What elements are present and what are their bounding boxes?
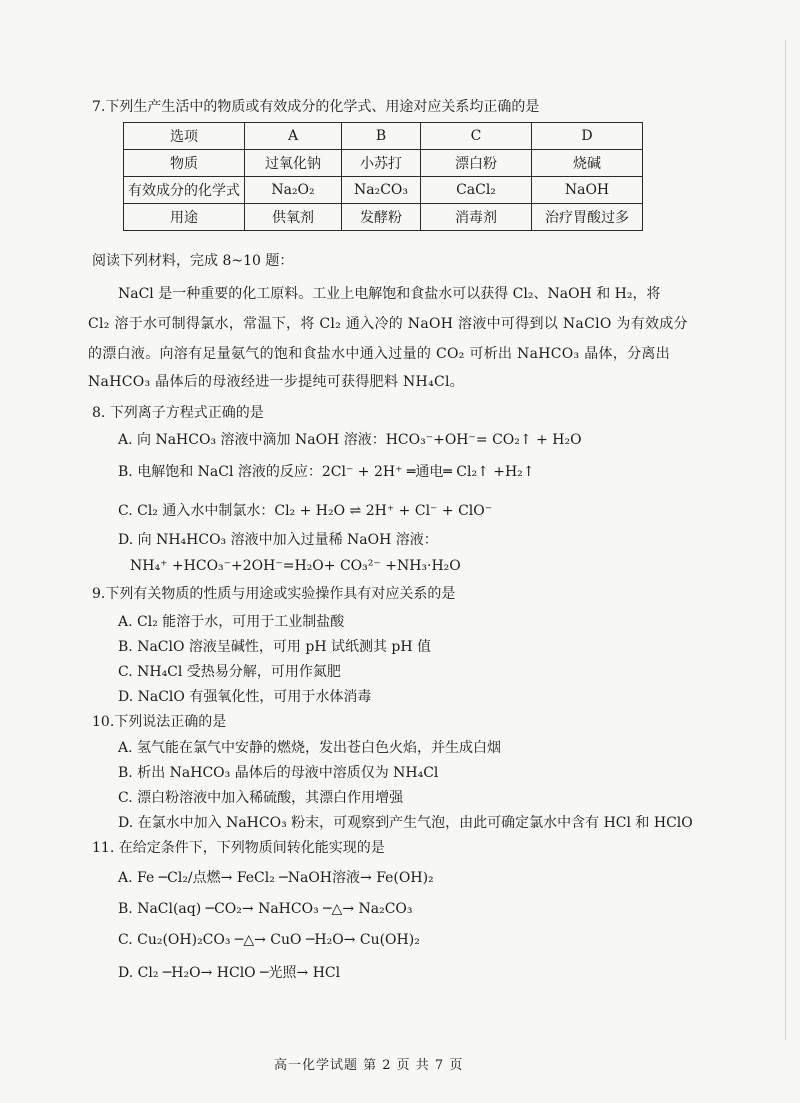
table-cell: 过氧化钠 xyxy=(245,150,342,177)
q11-option-c: C. Cu₂(OH)₂CO₃ ─△→ CuO ─H₂O→ Cu(OH)₂ xyxy=(118,932,420,948)
table-cell: 有效成分的化学式 xyxy=(124,177,245,204)
reading-line: NaCl 是一种重要的化工原料。工业上电解饱和食盐水可以获得 Cl₂、NaOH 和 H₂，将 xyxy=(118,286,661,302)
q10-option-c: C. 漂白粉溶液中加入稀硫酸，其漂白作用增强 xyxy=(118,790,404,806)
page-footer: 高一化学试题 第 2 页 共 7 页 xyxy=(274,1058,464,1073)
table-row xyxy=(124,204,643,231)
q10-option-b: B. 析出 NaHCO₃ 晶体后的母液中溶质仅为 NH₄Cl xyxy=(118,765,439,781)
q8-option-c: C. Cl₂ 通入水中制氯水：Cl₂ + H₂O ⇌ 2H⁺ + Cl⁻ + ClO⁻ xyxy=(118,503,493,519)
q8-stem: 8. 下列离子方程式正确的是 xyxy=(92,405,264,421)
table-cell: 物质 xyxy=(124,150,245,177)
table-row xyxy=(124,177,643,204)
q11-option-b: B. NaCl(aq) ─CO₂→ NaHCO₃ ─△→ Na₂CO₃ xyxy=(118,901,413,917)
table-cell: C xyxy=(421,123,532,150)
q7-stem: 7.下列生产生活中的物质或有效成分的化学式、用途对应关系均正确的是 xyxy=(92,99,540,115)
table-cell: Na₂O₂ xyxy=(245,177,342,204)
q11-option-a: A. Fe ─Cl₂/点燃→ FeCl₂ ─NaOH溶液→ Fe(OH)₂ xyxy=(118,870,434,886)
table-cell: 治疗胃酸过多 xyxy=(532,204,643,231)
q8-option-d: D. 向 NH₄HCO₃ 溶液中加入过量稀 NaOH 溶液： xyxy=(118,532,438,548)
q8-option-b: B. 电解饱和 NaCl 溶液的反应：2Cl⁻ + 2H⁺ ═通电═ Cl₂↑ +H₂↑ xyxy=(118,464,535,480)
table-cell: Na₂CO₃ xyxy=(342,177,421,204)
table-cell: CaCl₂ xyxy=(421,177,532,204)
q9-option-c: C. NH₄Cl 受热易分解，可用作氮肥 xyxy=(118,664,341,680)
q8-option-d-equation: NH₄⁺ +HCO₃⁻+2OH⁻=H₂O+ CO₃²⁻ +NH₃·H₂O xyxy=(130,558,461,574)
table-cell: 供氧剂 xyxy=(245,204,342,231)
q11-stem: 11. 在给定条件下，下列物质间转化能实现的是 xyxy=(92,840,385,856)
q10-stem: 10.下列说法正确的是 xyxy=(92,714,227,730)
reading-line: Cl₂ 溶于水可制得氯水，常温下，将 Cl₂ 通入冷的 NaOH 溶液中可得到以 NaClO 为有效成分 xyxy=(88,316,688,332)
reading-intro: 阅读下列材料，完成 8~10 题： xyxy=(92,253,294,269)
table-cell: 小苏打 xyxy=(342,150,421,177)
q8-option-a: A. 向 NaHCO₃ 溶液中滴加 NaOH 溶液：HCO₃⁻+OH⁻= CO₂↑ + H₂O xyxy=(118,432,582,448)
table-cell: 用途 xyxy=(124,204,245,231)
q10-option-a: A. 氢气能在氯气中安静的燃烧，发出苍白色火焰，并生成白烟 xyxy=(118,740,502,756)
table-cell: NaOH xyxy=(532,177,643,204)
table-cell: 烧碱 xyxy=(532,150,643,177)
q11-option-d: D. Cl₂ ─H₂O→ HClO ─光照→ HCl xyxy=(118,965,341,981)
table-cell: D xyxy=(532,123,643,150)
q7-table xyxy=(123,122,643,231)
reading-line: 的漂白液。向溶有足量氨气的饱和食盐水中通入过量的 CO₂ 可析出 NaHCO₃ 晶体，分离出 xyxy=(88,346,671,362)
q9-option-d: D. NaClO 有强氧化性，可用于水体消毒 xyxy=(118,689,372,705)
table-cell: A xyxy=(245,123,342,150)
scan-edge xyxy=(785,40,786,1040)
table-row xyxy=(124,123,643,150)
q9-option-b: B. NaClO 溶液呈碱性，可用 pH 试纸测其 pH 值 xyxy=(118,639,432,655)
table-cell: 漂白粉 xyxy=(421,150,532,177)
table-cell: 选项 xyxy=(124,123,245,150)
table-cell: B xyxy=(342,123,421,150)
q10-option-d: D. 在氯水中加入 NaHCO₃ 粉末，可观察到产生气泡，由此可确定氯水中含有 HCl 和 HClO xyxy=(118,815,693,831)
q9-option-a: A. Cl₂ 能溶于水，可用于工业制盐酸 xyxy=(118,614,345,630)
table-cell: 消毒剂 xyxy=(421,204,532,231)
q9-stem: 9.下列有关物质的性质与用途或实验操作具有对应关系的是 xyxy=(92,586,456,602)
table-cell: 发酵粉 xyxy=(342,204,421,231)
table-row xyxy=(124,150,643,177)
reading-line: NaHCO₃ 晶体后的母液经进一步提纯可获得肥料 NH₄Cl。 xyxy=(88,374,465,390)
